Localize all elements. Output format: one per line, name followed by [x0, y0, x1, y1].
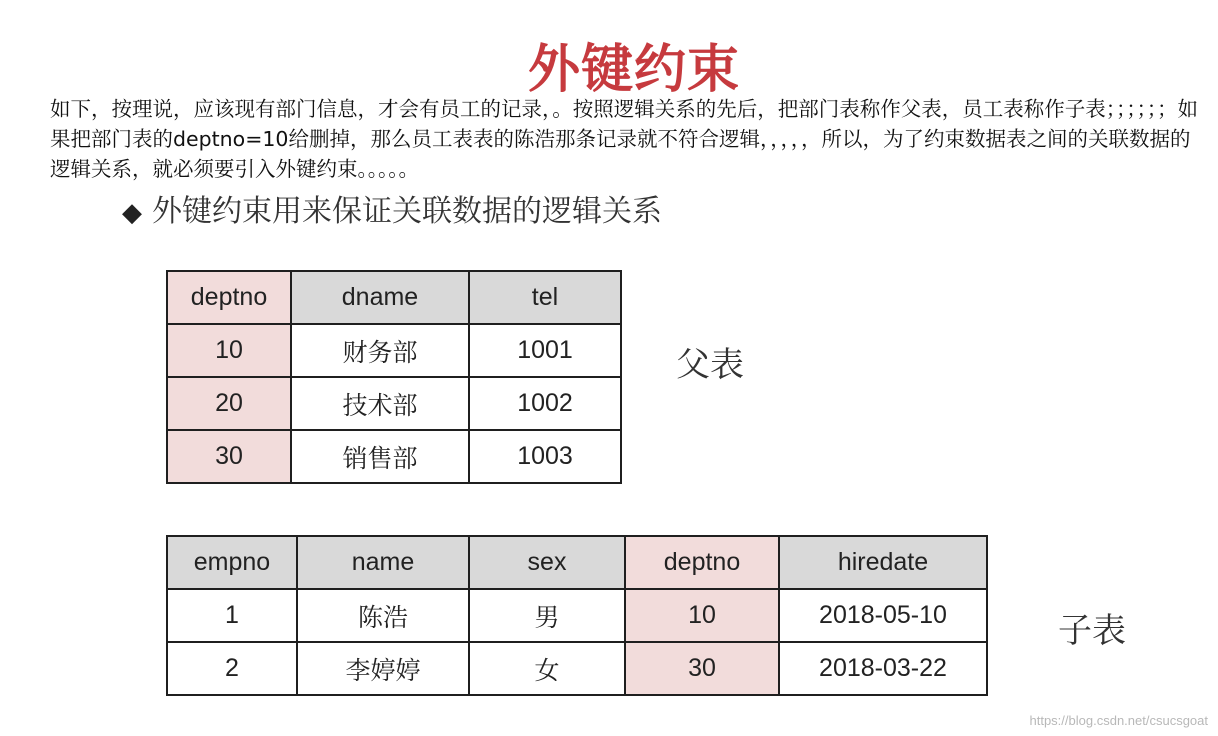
bullet-text: 外键约束用来保证关联数据的逻辑关系 — [152, 194, 662, 229]
table-cell: 陈浩 — [297, 589, 469, 642]
parent-table-label: 父表 — [676, 345, 744, 385]
column-header-sex: sex — [469, 536, 625, 589]
child-table-label: 子表 — [1058, 611, 1126, 651]
table-cell: 10 — [625, 589, 779, 642]
column-header-deptno: deptno — [625, 536, 779, 589]
table-row — [167, 642, 987, 695]
table-cell: 2018-03-22 — [779, 642, 987, 695]
table-cell: 2018-05-10 — [779, 589, 987, 642]
table-header-row — [167, 536, 987, 589]
table-row — [167, 430, 621, 483]
column-header-deptno: deptno — [167, 271, 291, 324]
table-cell: 李婷婷 — [297, 642, 469, 695]
table-header-row — [167, 271, 621, 324]
table-row — [167, 589, 987, 642]
diamond-bullet-icon: ◆ — [122, 198, 142, 228]
table-cell: 10 — [167, 324, 291, 377]
table-cell: 1001 — [469, 324, 621, 377]
page-title: 外键约束 — [528, 40, 741, 100]
table-cell: 1002 — [469, 377, 621, 430]
column-header-dname: dname — [291, 271, 469, 324]
table-cell: 销售部 — [291, 430, 469, 483]
table-cell: 财务部 — [291, 324, 469, 377]
table-cell: 30 — [167, 430, 291, 483]
column-header-hiredate: hiredate — [779, 536, 987, 589]
bullet-point — [122, 192, 662, 233]
table-cell: 1 — [167, 589, 297, 642]
table-cell: 2 — [167, 642, 297, 695]
table-cell: 女 — [469, 642, 625, 695]
table-cell: 技术部 — [291, 377, 469, 430]
table-cell: 男 — [469, 589, 625, 642]
table-row — [167, 324, 621, 377]
table-cell: 20 — [167, 377, 291, 430]
child-table — [166, 535, 988, 696]
table-row — [167, 377, 621, 430]
table-cell: 30 — [625, 642, 779, 695]
column-header-tel: tel — [469, 271, 621, 324]
intro-paragraph: 如下，按理说，应该现有部门信息，才会有员工的记录，。按照逻辑关系的先后，把部门表称作父表，员工表称作子表；；；；；；如果把部门表的deptno=10给删掉，那么员工表表的陈浩那条记录就不符合逻辑，，，，，所以，为了约束数据表之间的关联数据的逻辑关系，就必须要引入外键约束。。。。。 — [50, 97, 1198, 181]
watermark: https://blog.csdn.net/csucsgoat — [1029, 713, 1208, 728]
parent-table — [166, 270, 622, 484]
table-cell: 1003 — [469, 430, 621, 483]
column-header-empno: empno — [167, 536, 297, 589]
column-header-name: name — [297, 536, 469, 589]
